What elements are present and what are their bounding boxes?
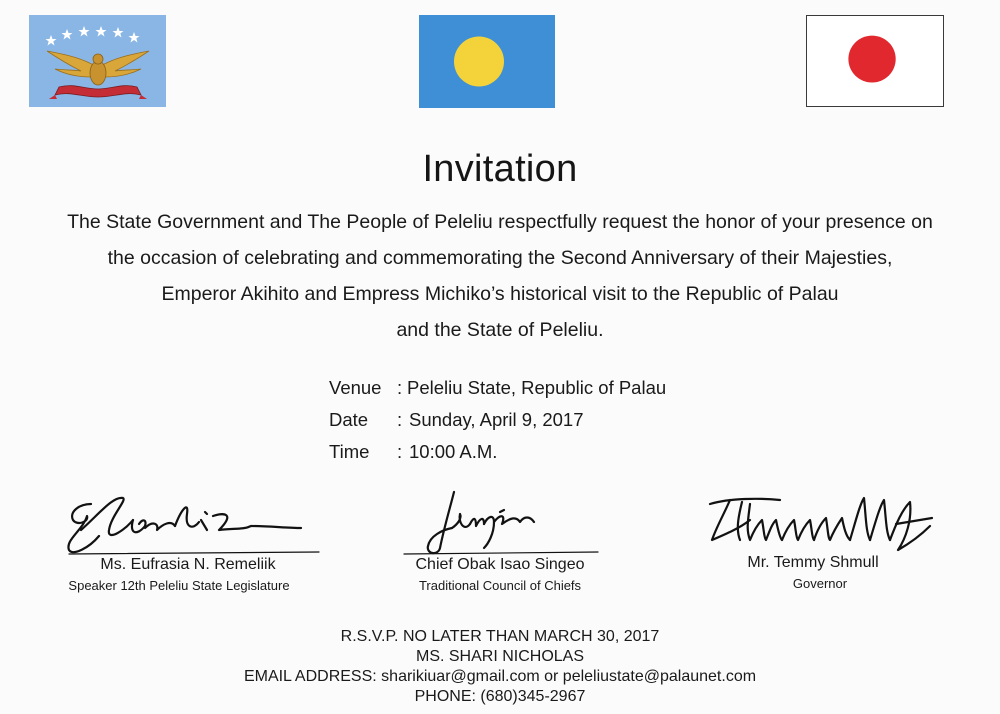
- date-separator: :: [397, 409, 403, 430]
- body-line-3: Emperor Akihito and Empress Michiko’s historical visit to the Republic of Palau: [161, 283, 839, 305]
- signer-3-role: Governor: [792, 576, 848, 591]
- rsvp-contact: MS. SHARI NICHOLAS: [415, 648, 585, 665]
- signer-2-name: Chief Obak Isao Singeo: [415, 556, 585, 573]
- rsvp-email: EMAIL ADDRESS: sharikiuar@gmail.com or peleliustate@palaunet.com: [243, 668, 757, 685]
- venue-value: Peleliu State, Republic of Palau: [407, 377, 667, 398]
- time-separator: :: [397, 441, 403, 462]
- venue-label: Venue: [329, 377, 382, 398]
- signature-singeo: [380, 488, 620, 560]
- time-label: Time: [329, 441, 370, 462]
- body-line-2: the occasion of celebrating and commemorating the Second Anniversary of their Majesties,: [107, 247, 893, 269]
- rsvp-block: [0, 627, 1000, 707]
- signer-1-role: Speaker 12th Peleliu State Legislature: [68, 578, 290, 593]
- japan-flag-icon: [806, 15, 944, 107]
- signer-2-role: Traditional Council of Chiefs: [418, 578, 582, 593]
- time-value: 10:00 A.M.: [409, 441, 498, 462]
- signer-3-name: Mr. Temmy Shmull: [747, 554, 879, 571]
- venue-separator: :: [397, 377, 403, 398]
- rsvp-deadline: R.S.V.P. NO LATER THAN MARCH 30, 2017: [340, 628, 660, 645]
- signer-1-name: Ms. Eufrasia N. Remeliik: [100, 556, 276, 573]
- rsvp-phone: PHONE: (680)345-2967: [414, 688, 586, 705]
- body-line-1: The State Government and The People of Peleliu respectfully request the honor of your presence on: [67, 211, 933, 233]
- invitation-title: Invitation: [422, 148, 578, 190]
- signer-chief: [380, 488, 620, 598]
- date-value: Sunday, April 9, 2017: [409, 409, 584, 430]
- signature-shmull: [700, 490, 940, 560]
- peleliu-state-flag-icon: [29, 15, 166, 107]
- date-label: Date: [329, 409, 369, 430]
- signature-remeliik: [28, 490, 330, 560]
- invitation-body: [0, 204, 1000, 348]
- palau-flag-icon: [419, 15, 555, 108]
- body-line-4: and the State of Peleliu.: [396, 319, 604, 341]
- signer-speaker: [28, 490, 330, 600]
- signer-governor: [700, 490, 940, 600]
